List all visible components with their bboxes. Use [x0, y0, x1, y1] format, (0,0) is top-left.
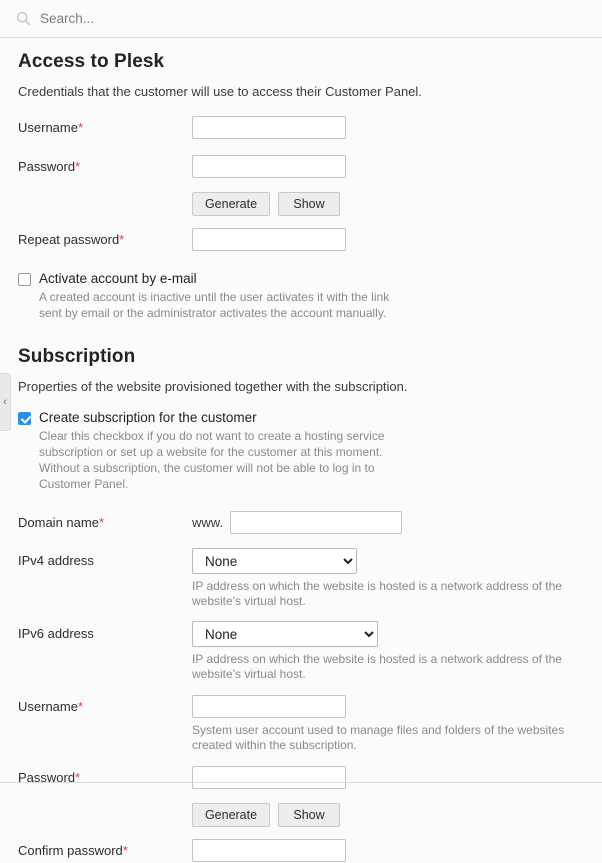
access-repeat-password-row — [0, 228, 602, 252]
subscription-password-label: Password* — [18, 770, 81, 785]
ipv6-label: IPv6 address — [18, 626, 94, 641]
subscription-title: Subscription — [18, 346, 136, 367]
subscription-description: Properties of the website provisioned together with the subscription. — [18, 379, 408, 394]
confirm-password-input[interactable] — [192, 839, 346, 862]
search-bar — [0, 0, 602, 38]
page-title: Access to Plesk — [18, 51, 165, 72]
access-password-row — [0, 155, 602, 179]
create-subscription-checkbox[interactable] — [18, 412, 31, 425]
required-marker: * — [122, 843, 128, 858]
subscription-password-row — [0, 766, 602, 790]
confirm-password-label: Confirm password* — [18, 843, 128, 858]
ipv4-hint: IP address on which the website is hosted is a network address of the website's virtual host. — [192, 579, 562, 608]
domain-name-row — [0, 511, 602, 535]
domain-name-input[interactable] — [230, 511, 402, 534]
subscription-show-password-button[interactable]: Show — [278, 803, 340, 827]
subscription-password-buttons — [0, 803, 602, 827]
subscription-username-label: Username* — [18, 699, 84, 714]
confirm-password-row — [0, 839, 602, 863]
access-repeat-password-input[interactable] — [192, 228, 346, 251]
access-section-description: Credentials that the customer will use to access their Customer Panel. — [18, 84, 422, 99]
create-subscription-checkbox-row[interactable] — [0, 410, 602, 425]
access-repeat-password-label: Repeat password* — [18, 232, 125, 247]
required-marker: * — [77, 699, 84, 714]
subscription-generate-password-button[interactable]: Generate — [192, 803, 270, 827]
domain-name-label: Domain name* — [18, 515, 104, 530]
ipv4-select[interactable] — [192, 548, 357, 574]
access-password-label: Password* — [18, 159, 81, 174]
chevron-left-icon: ‹ — [3, 395, 7, 408]
ipv6-hint: IP address on which the website is hosted is a network address of the website's virtual host. — [192, 652, 562, 681]
required-marker: * — [98, 515, 104, 530]
access-username-label: Username* — [18, 120, 84, 135]
required-marker: * — [75, 159, 81, 174]
subscription-password-input[interactable] — [192, 766, 346, 789]
access-password-buttons — [0, 192, 602, 216]
access-generate-password-button[interactable]: Generate — [192, 192, 270, 216]
ipv6-row — [0, 621, 602, 682]
bottom-divider — [0, 782, 602, 783]
required-marker: * — [119, 232, 125, 247]
access-username-input[interactable] — [192, 116, 346, 139]
access-username-row — [0, 116, 602, 140]
domain-www-prefix: www. — [192, 515, 224, 530]
subscription-username-input[interactable] — [192, 695, 346, 718]
form-page — [0, 38, 602, 863]
activate-account-hint: A created account is inactive until the user activates it with the link sent by email or the administrator activates the account manually. — [39, 290, 390, 320]
activate-account-checkbox[interactable] — [18, 273, 31, 286]
access-password-input[interactable] — [192, 155, 346, 178]
ipv4-label: IPv4 address — [18, 553, 94, 568]
ipv6-select[interactable] — [192, 621, 378, 647]
subscription-username-row — [0, 695, 602, 753]
search-input[interactable] — [40, 11, 340, 26]
required-marker: * — [75, 770, 81, 785]
create-subscription-hint: Clear this checkbox if you do not want to create a hosting service subscription or set up a website for the customer at this moment. Without a subscription, the customer will not be able to log in to Customer Panel. — [39, 429, 385, 491]
search-icon — [16, 11, 31, 26]
required-marker: * — [77, 120, 84, 135]
activate-account-checkbox-row[interactable] — [0, 271, 602, 286]
activate-account-label[interactable]: Activate account by e-mail — [39, 271, 197, 286]
subscription-username-hint: System user account used to manage files and folders of the websites created within the subscription. — [192, 723, 565, 752]
access-show-password-button[interactable]: Show — [278, 192, 340, 216]
sidebar-collapse-toggle[interactable] — [0, 373, 11, 431]
ipv4-row — [0, 548, 602, 609]
create-subscription-label[interactable]: Create subscription for the customer — [39, 410, 257, 425]
